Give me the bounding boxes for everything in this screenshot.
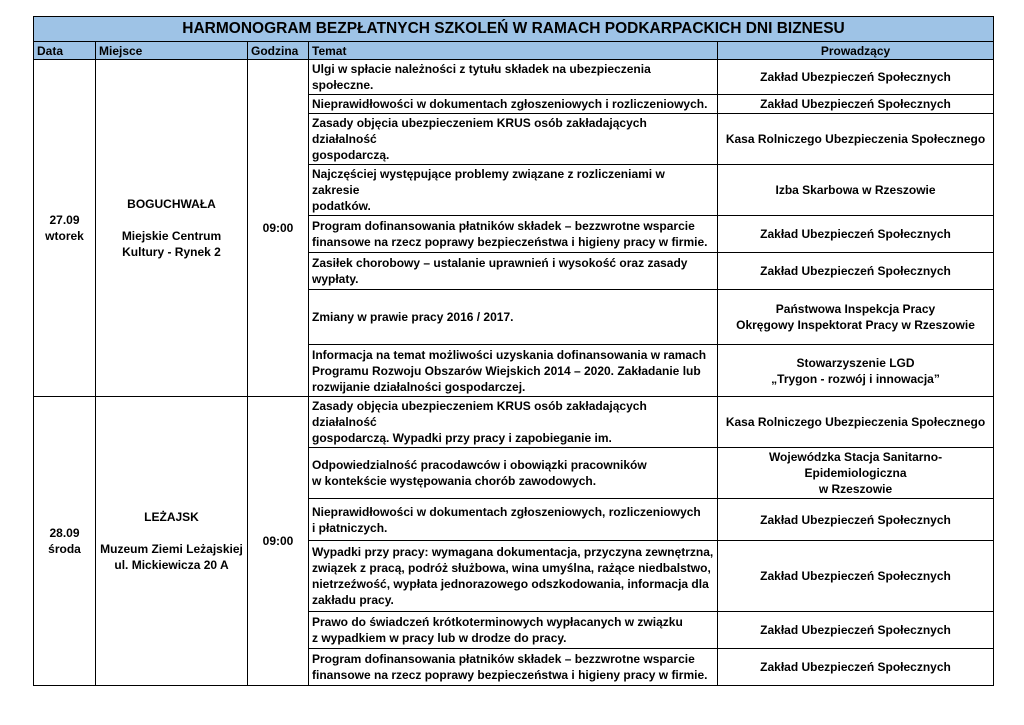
lecturer-cell: [718, 253, 994, 290]
topic-cell: [309, 60, 718, 95]
topic-text: Program dofinansowania płatników składek – bezzwrotne wsparcie: [312, 219, 695, 233]
lecturer-text: Okręgowy Inspektorat Pracy w Rzeszowie: [736, 318, 975, 332]
lecturer-cell: [718, 499, 994, 541]
place-address: Kultury - Rynek 2: [122, 245, 221, 259]
topic-cell: [309, 95, 718, 114]
lecturer-cell: [718, 290, 994, 345]
topic-cell: [309, 397, 718, 448]
lecturer-cell: [718, 397, 994, 448]
topic-text: związek z pracą, podróż służbowa, wina umyślna, rażące niedbalstwo,: [312, 561, 711, 575]
lecturer-text: Zakład Ubezpieczeń Społecznych: [760, 97, 951, 111]
lecturer-text: Zakład Ubezpieczeń Społecznych: [760, 512, 951, 527]
schedule-table: [33, 16, 994, 686]
lecturer-cell: [718, 649, 994, 686]
day-date-cell: [34, 60, 96, 397]
topic-text: Nieprawidłowości w dokumentach zgłoszeniowych, rozliczeniowych: [312, 504, 701, 519]
topic-cell: [309, 114, 718, 165]
topic-text: i płatniczych.: [312, 520, 388, 535]
day-date: 28.09: [49, 526, 80, 540]
day-place-cell: [96, 397, 248, 686]
topic-text: z wypadkiem w pracy lub w drodze do pracy.: [312, 631, 567, 645]
place-city: BOGUCHWAŁA: [127, 197, 216, 211]
lecturer-cell: [718, 448, 994, 499]
place-city: LEŻAJSK: [144, 510, 199, 524]
column-header-place: Miejsce: [96, 42, 248, 60]
topic-text: gospodarczą.: [312, 148, 390, 162]
lecturer-text: Stowarzyszenie LGD: [796, 355, 915, 370]
topic-cell: [309, 345, 718, 397]
topic-text: Nieprawidłowości w dokumentach zgłoszeniowych i rozliczeniowych.: [312, 97, 708, 111]
title-row: [34, 17, 994, 42]
lecturer-text: Zakład Ubezpieczeń Społecznych: [760, 660, 951, 674]
topic-text: Wypadki przy pracy: wymagana dokumentacja, przyczyna zewnętrzna,: [312, 545, 714, 559]
topic-text: gospodarczą. Wypadki przy pracy i zapobieganie im.: [312, 431, 612, 445]
topic-text: Odpowiedzialność pracodawców i obowiązki pracowników: [312, 458, 647, 472]
topic-text: Zasady objęcia ubezpieczeniem KRUS osób zakładających działalność: [312, 116, 647, 146]
lecturer-text: Izba Skarbowa w Rzeszowie: [775, 183, 936, 197]
topic-cell: [309, 612, 718, 649]
topic-text: w kontekście występowania chorób zawodowych.: [312, 474, 597, 488]
day-weekday: środa: [48, 542, 81, 556]
topic-text: rozwijanie działalności gospodarczej.: [312, 379, 526, 394]
place-venue: Muzeum Ziemi Leżajskiej: [100, 542, 243, 556]
day-weekday: wtorek: [45, 229, 84, 243]
table-row: [34, 60, 994, 95]
topic-text: Najczęściej występujące problemy związane z rozliczeniami w zakresie: [312, 167, 665, 197]
lecturer-text: Państwowa Inspekcja Pracy: [775, 302, 936, 316]
day-time-cell: [248, 60, 309, 397]
topic-text: Program dofinansowania płatników składek – bezzwrotne wsparcie: [312, 652, 695, 666]
schedule-title: HARMONOGRAM BEZPŁATNYCH SZKOLEŃ W RAMACH PODKARPACKICH DNI BIZNESU: [34, 17, 994, 42]
topic-text: Programu Rozwoju Obszarów Wiejskich 2014 – 2020. Zakładanie lub: [312, 363, 701, 378]
lecturer-text: Kasa Rolniczego Ubezpieczenia Społecznego: [725, 415, 986, 429]
topic-cell: [309, 253, 718, 290]
lecturer-text: Zakład Ubezpieczeń Społecznych: [760, 569, 951, 583]
topic-text: Zasiłek chorobowy – ustalanie uprawnień i wysokość oraz zasady: [312, 256, 688, 270]
day-time-cell: [248, 397, 309, 686]
lecturer-text: Zakład Ubezpieczeń Społecznych: [760, 264, 951, 278]
column-header-date: Data: [34, 42, 96, 60]
lecturer-text: Kasa Rolniczego Ubezpieczenia Społecznego: [725, 132, 986, 146]
lecturer-cell: [718, 541, 994, 612]
topic-text: finansowe na rzecz poprawy bezpieczeństwa i higieny pracy w firmie.: [312, 668, 708, 682]
lecturer-text: Zakład Ubezpieczeń Społecznych: [760, 70, 951, 84]
topic-text: Zasady objęcia ubezpieczeniem KRUS osób zakładających działalność: [312, 399, 647, 429]
topic-cell: [309, 499, 718, 541]
lecturer-cell: [718, 165, 994, 216]
lecturer-text: „Trygon - rozwój i innowacja”: [771, 371, 940, 386]
day-place-cell: [96, 60, 248, 397]
start-time: 09:00: [262, 221, 294, 235]
lecturer-cell: [718, 345, 994, 397]
topic-cell: [309, 448, 718, 499]
topic-text: Prawo do świadczeń krótkoterminowych wypłacanych w związku: [312, 615, 683, 629]
topic-text: nietrzeźwość, wypłata jednorazowego odszkodowania, informacja dla: [312, 577, 709, 591]
day-date-cell: [34, 397, 96, 686]
place-address: ul. Mickiewicza 20 A: [114, 558, 229, 572]
topic-cell: [309, 649, 718, 686]
topic-cell: [309, 165, 718, 216]
start-time: 09:00: [262, 534, 294, 548]
day-date: 27.09: [49, 213, 80, 227]
topic-text: Zmiany w prawie pracy 2016 / 2017.: [312, 310, 514, 324]
schedule-sheet: [33, 16, 993, 686]
lecturer-cell: [718, 114, 994, 165]
lecturer-text: Wojewódzka Stacja Sanitarno-Epidemiologiczna: [768, 450, 943, 480]
topic-text: podatków.: [312, 199, 371, 213]
lecturer-cell: [718, 216, 994, 253]
topic-text: Ulgi w spłacie należności z tytułu składek na ubezpieczenia społeczne.: [312, 62, 651, 92]
column-header-topic: Temat: [309, 42, 718, 60]
topic-cell: [309, 216, 718, 253]
column-header-lecturer: Prowadzący: [718, 42, 994, 60]
column-header-time: Godzina: [248, 42, 309, 60]
lecturer-cell: [718, 95, 994, 114]
lecturer-text: Zakład Ubezpieczeń Społecznych: [760, 227, 951, 241]
lecturer-cell: [718, 612, 994, 649]
topic-cell: [309, 541, 718, 612]
topic-text: Informacja na temat możliwości uzyskania dofinansowania w ramach: [312, 347, 707, 362]
topic-text: finansowe na rzecz poprawy bezpieczeństwa i higieny pracy w firmie.: [312, 235, 708, 249]
topic-cell: [309, 290, 718, 345]
header-row: [34, 42, 994, 60]
lecturer-text: Zakład Ubezpieczeń Społecznych: [760, 623, 951, 637]
lecturer-text: w Rzeszowie: [818, 482, 893, 496]
topic-text: zakładu pracy.: [312, 593, 394, 607]
topic-text: wypłaty.: [312, 272, 359, 286]
table-row: [34, 397, 994, 448]
lecturer-cell: [718, 60, 994, 95]
place-venue: Miejskie Centrum: [121, 229, 222, 243]
